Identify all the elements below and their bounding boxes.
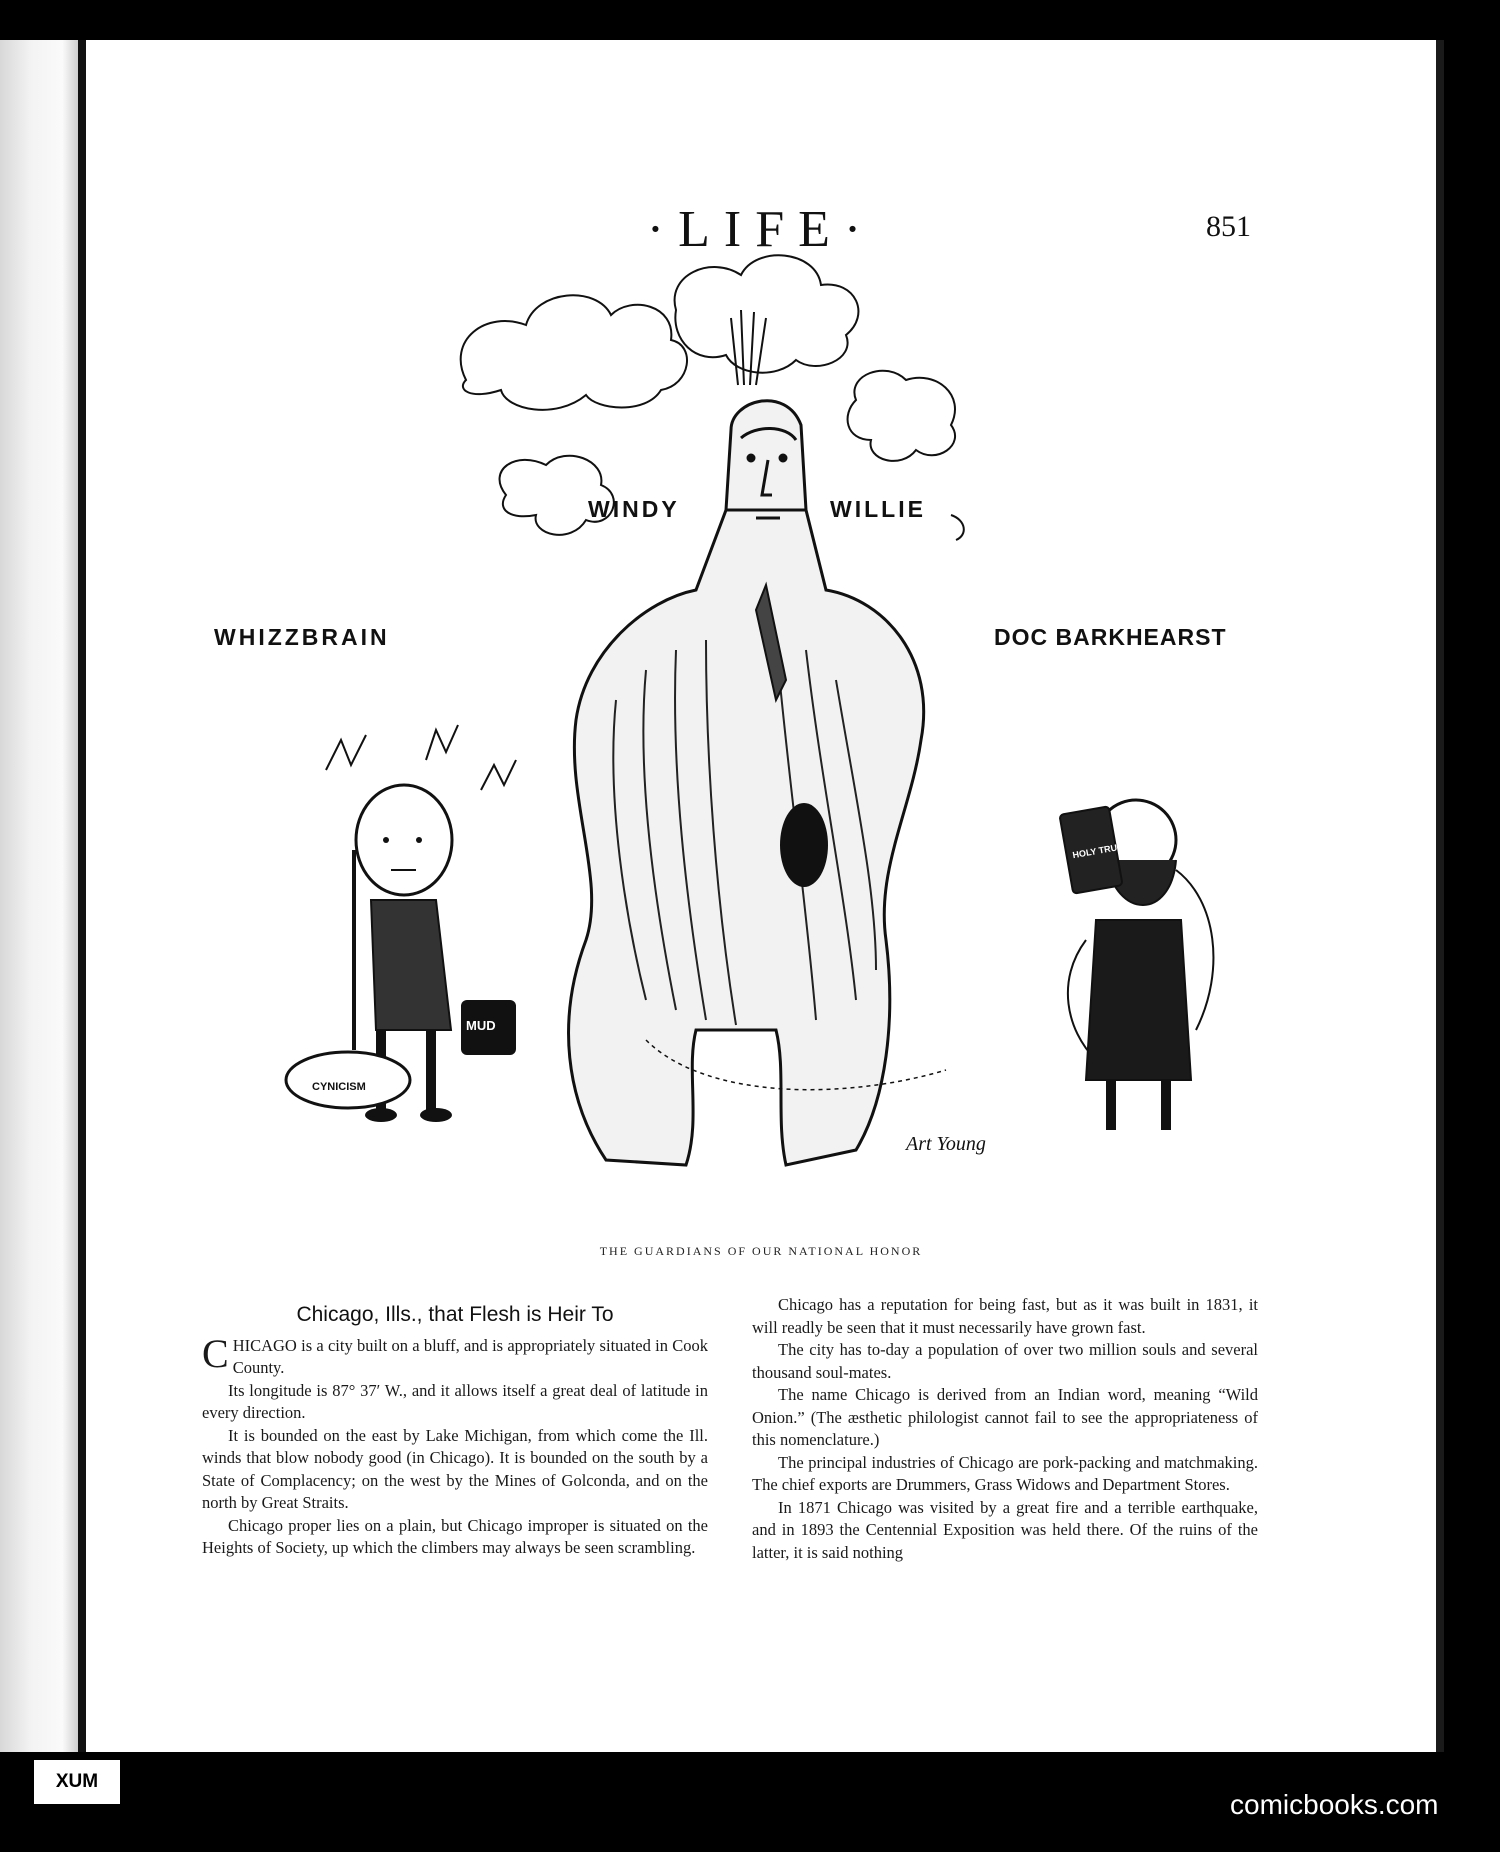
scan-tag: XUM (34, 1760, 120, 1804)
masthead: ·LIFE· (646, 201, 876, 258)
article-paragraph: CHICAGO is a city built on a bluff, and is appropriately situated in Cook County. (202, 1330, 708, 1377)
article-paragraph: Its longitude is 87° 37′ W., and it allows itself a great deal of latitude in every direction. (202, 1380, 708, 1422)
cynicism-label: CYNICISM (312, 1081, 366, 1093)
article-paragraph: It is bounded on the east by Lake Michigan, from which come the Ill. winds that blow nobody good (in Chicago). It is bounded on the south by a State of Complacency; on the west by the Mines of Golconda, and on the north by Great Straits. (202, 1425, 708, 1512)
article-headline: Chicago, Ills., that Flesh is Heir To (296, 1303, 614, 1326)
label-doc-barkhearst: DOC BARKHEARST (994, 624, 1227, 650)
page-shadow-edge (1436, 40, 1444, 1752)
article-paragraph: In 1871 Chicago was visited by a great fire and a terrible earthquake, and in 1893 the Centennial Exposition was held there. Of the ruins of the latter, it is said nothing (752, 1497, 1258, 1562)
article-paragraph: The principal industries of Chicago are pork-packing and matchmaking. The chief exports are Drummers, Grass Widows and Department Stores. (752, 1452, 1258, 1494)
magazine-page (86, 40, 1436, 1752)
page-number: 851 (1206, 210, 1251, 243)
binding-gutter (78, 40, 86, 1752)
label-willie: WILLIE (830, 496, 926, 522)
artist-signature: Art Young (906, 1133, 986, 1155)
article-paragraph: The city has to-day a population of over two million souls and several thousand soul-mates. (752, 1340, 1258, 1382)
doc-barkhearst-figure (1059, 800, 1213, 1130)
article-paragraph: Chicago proper lies on a plain, but Chicago improper is situated on the Heights of Society, up which the climbers may always be seen scrambling. (202, 1515, 708, 1557)
cynicism-inkwell (286, 1052, 410, 1108)
site-watermark: comicbooks.com (1230, 1789, 1439, 1820)
label-whizzbrain: WHIZZBRAIN (214, 624, 390, 650)
cartoon-caption: THE GUARDIANS OF OUR NATIONAL HONOR (599, 1244, 923, 1258)
previous-page-edge (0, 40, 78, 1752)
article-column-left (202, 1294, 708, 1560)
article-paragraph: Chicago has a reputation for being fast, but as it was built in 1831, it will readly be seen that it must necessarily have grown fast. (752, 1295, 1258, 1337)
book-label: HOLY TRUTH (1071, 840, 1130, 861)
bellows-nozzle-hole (780, 803, 828, 887)
article-column-right (752, 1294, 1258, 1564)
drop-cap: C (202, 1330, 229, 1376)
article-paragraph: The name Chicago is derived from an Indian word, meaning “Wild Onion.” (The æsthetic philologist cannot fail to see the appropriateness of this nomenclature.) (752, 1385, 1258, 1449)
mud-label: MUD (466, 1018, 496, 1033)
whizzbrain-figure (286, 725, 516, 1122)
label-windy: WINDY (588, 496, 680, 522)
